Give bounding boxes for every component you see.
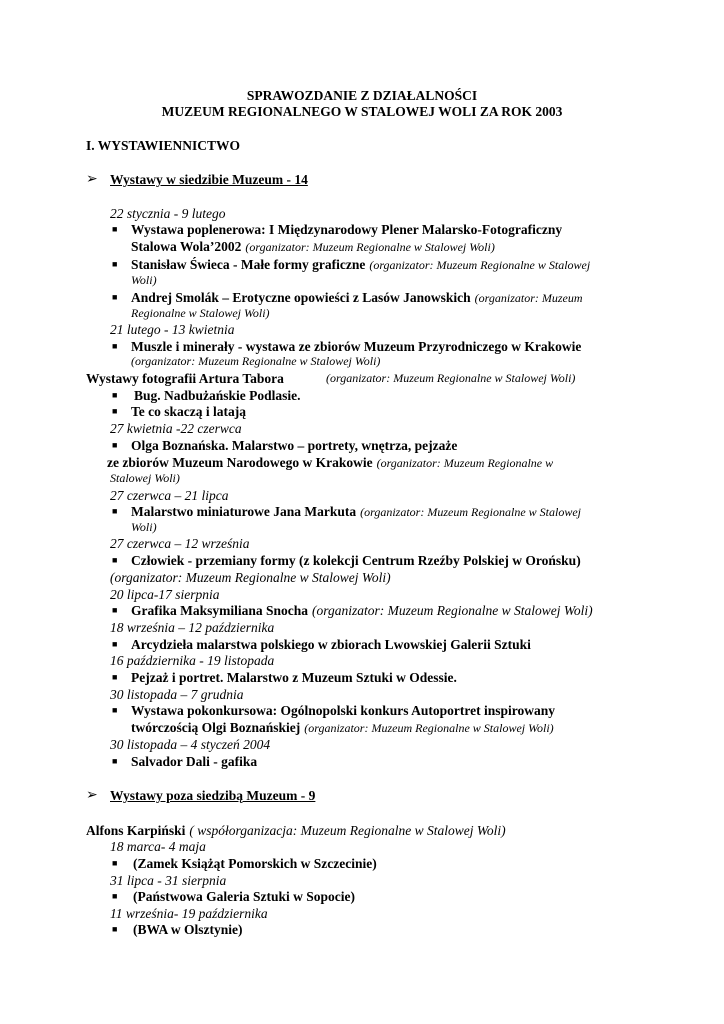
square-bullet-icon: ■: [112, 440, 118, 450]
date-line: 30 listopada – 4 styczeń 2004: [110, 737, 271, 752]
organizer-note: Regionalne w Stalowej Woli): [131, 306, 270, 320]
square-bullet-icon: ■: [112, 924, 118, 934]
date-line: 11 września- 19 października: [110, 906, 268, 921]
exhibition-title: Andrej Smolák – Erotyczne opowieści z Lasów Janowskich: [131, 290, 471, 305]
exhibition-line: [131, 503, 581, 521]
organizer-note: (organizator: Muzeum Regionalne w Stalowej Woli): [131, 354, 381, 368]
square-bullet-icon: ■: [112, 605, 118, 615]
date-line: 21 lutego - 13 kwietnia: [110, 322, 235, 337]
arrow-bullet-icon: ➢: [86, 788, 98, 803]
square-bullet-icon: ■: [112, 858, 118, 868]
organizer-note: (organizator: Muzeum: [474, 291, 583, 305]
square-bullet-icon: ■: [112, 705, 118, 715]
square-bullet-icon: ■: [112, 390, 118, 400]
organizer-note: Stalowej Woli): [110, 471, 180, 485]
date-line: 18 września – 12 października: [110, 620, 275, 635]
square-bullet-icon: ■: [112, 756, 118, 766]
exhibition-group-title: Wystawy fotografii Artura Tabora: [86, 371, 284, 386]
organizer-note: Woli): [131, 273, 157, 287]
organizer-note: (organizator: Muzeum Regionalne w Stalowej Woli): [304, 721, 554, 735]
exhibition-title: Stanisław Świeca - Małe formy graficzne: [131, 257, 366, 272]
date-line: 16 października - 19 listopada: [110, 653, 275, 668]
square-bullet-icon: ■: [112, 406, 118, 416]
date-line: 22 stycznia - 9 lutego: [110, 206, 226, 221]
venue-name: (BWA w Olsztynie): [133, 922, 243, 937]
date-line: 27 kwietnia -22 czerwca: [110, 421, 242, 436]
venue-name: (Państwowa Galeria Sztuki w Sopocie): [133, 889, 355, 904]
organizer-note: (organizator: Muzeum Regionalne w Stalowej Woli): [110, 570, 391, 585]
square-bullet-icon: ■: [112, 672, 118, 682]
organizer-note: (organizator: Muzeum Regionalne w Stalowej: [360, 505, 581, 519]
exhibition-line: [131, 719, 554, 737]
exhibition-title: Alfons Karpiński: [86, 823, 186, 838]
exhibition-title: Arcydzieła malarstwa polskiego w zbiorach Lwowskiej Galerii Sztuki: [131, 637, 531, 652]
subsection-heading-in-museum: Wystawy w siedzibie Muzeum - 14: [110, 172, 308, 187]
exhibition-title: Człowiek - przemiany formy (z kolekcji Centrum Rzeźby Polskiej w Orońsku): [131, 553, 581, 568]
exhibition-line: [131, 238, 495, 256]
venue-name: (Zamek Książąt Pomorskich w Szczecinie): [133, 856, 377, 871]
exhibition-title: Bug. Nadbużańskie Podlasie.: [134, 388, 301, 403]
exhibition-title: Stalowa Wola’2002: [131, 239, 242, 254]
exhibition-title: Te co skaczą i latają: [131, 404, 246, 419]
date-line: 31 lipca - 31 sierpnia: [110, 873, 227, 888]
exhibition-title: ze zbiorów Muzeum Narodowego w Krakowie: [107, 455, 373, 470]
report-title-line-1: SPRAWOZDANIE Z DZIAŁALNOŚCI: [246, 88, 478, 103]
square-bullet-icon: ■: [112, 555, 118, 565]
square-bullet-icon: ■: [112, 639, 118, 649]
exhibition-line: [131, 256, 590, 274]
subsection-heading-outside-museum: Wystawy poza siedzibą Muzeum - 9: [110, 788, 316, 803]
exhibition-title: Olga Boznańska. Malarstwo – portrety, wnętrza, pejzaże: [131, 438, 458, 453]
organizer-note: ( współorganizacja: Muzeum Regionalne w Stalowej Woli): [189, 823, 506, 838]
organizer-note: Woli): [131, 520, 157, 534]
section-heading: I. WYSTAWIENNICTWO: [86, 138, 241, 153]
date-line: 18 marca- 4 maja: [110, 839, 206, 854]
square-bullet-icon: ■: [112, 341, 118, 351]
exhibition-title: Malarstwo miniaturowe Jana Markuta: [131, 504, 357, 519]
exhibition-line: [86, 822, 506, 839]
organizer-note: (organizator: Muzeum Regionalne w: [376, 456, 554, 470]
exhibition-title: Pejzaż i portret. Malarstwo z Muzeum Sztuki w Odessie.: [131, 670, 457, 685]
date-line: 27 czerwca – 21 lipca: [110, 488, 229, 503]
arrow-bullet-icon: ➢: [86, 172, 98, 187]
square-bullet-icon: ■: [112, 224, 118, 234]
organizer-note: (organizator: Muzeum Regionalne w Stalowej Woli): [326, 371, 576, 385]
exhibition-title: Wystawa poplenerowa: I Międzynarodowy Plener Malarsko-Fotograficzny: [131, 222, 563, 237]
square-bullet-icon: ■: [112, 891, 118, 901]
exhibition-title: Wystawa pokonkursowa: Ogólnopolski konkurs Autoportret inspirowany: [131, 703, 555, 718]
square-bullet-icon: ■: [112, 506, 118, 516]
exhibition-title: twórczością Olgi Boznańskiej: [131, 720, 301, 735]
organizer-note: (organizator: Muzeum Regionalne w Stalowej Woli): [245, 240, 495, 254]
exhibition-title: Grafika Maksymiliana Snocha: [131, 603, 309, 618]
organizer-note: (organizator: Muzeum Regionalne w Stalowej: [369, 258, 591, 272]
exhibition-title: Salvador Dali - gafika: [131, 754, 258, 769]
organizer-note: (organizator: Muzeum Regionalne w Stalowej Woli): [312, 603, 593, 618]
exhibition-title: Muszle i minerały - wystawa ze zbiorów Muzeum Przyrodniczego w Krakowie: [131, 339, 582, 354]
report-title-line-2: MUZEUM REGIONALNEGO W STALOWEJ WOLI ZA ROK 2003: [161, 104, 563, 119]
date-line: 30 listopada – 7 grudnia: [110, 687, 244, 702]
exhibition-line: [131, 602, 593, 619]
square-bullet-icon: ■: [112, 292, 118, 302]
date-line: 20 lipca-17 sierpnia: [110, 587, 220, 602]
square-bullet-icon: ■: [112, 259, 118, 269]
date-line: 27 czerwca – 12 września: [110, 536, 250, 551]
